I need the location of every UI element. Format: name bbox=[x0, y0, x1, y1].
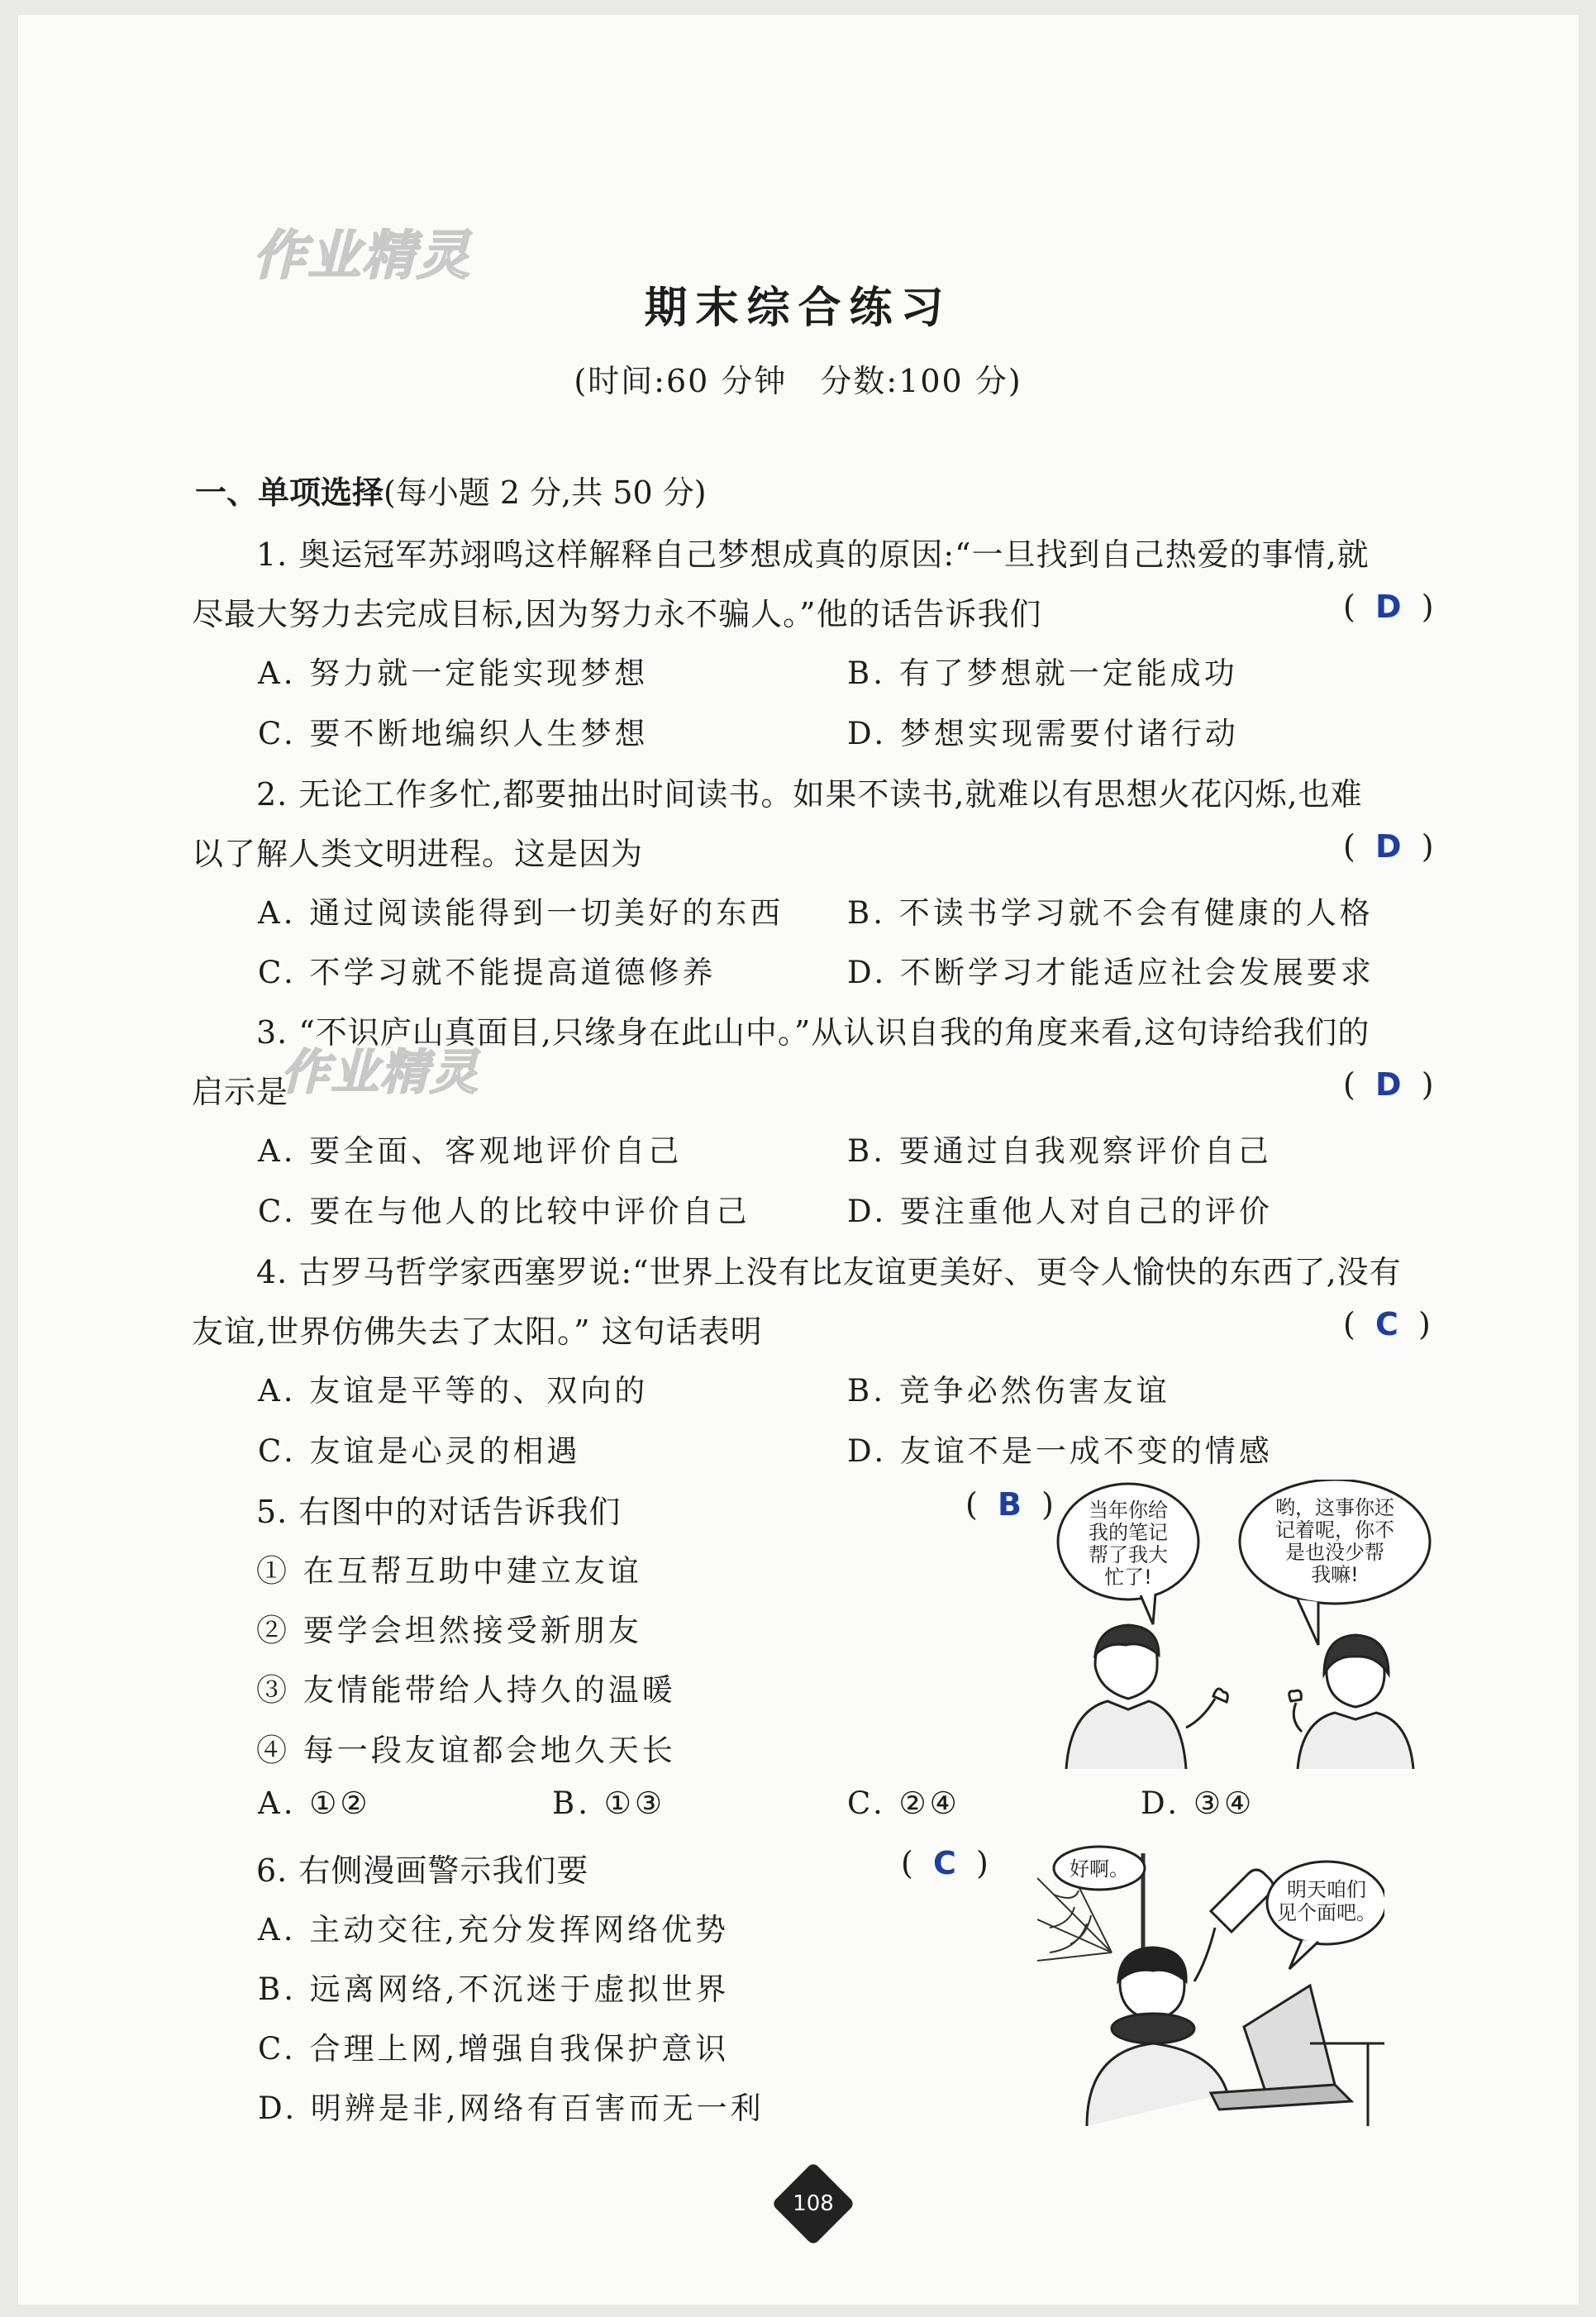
bubble-line: 我嘛! bbox=[1311, 1563, 1359, 1586]
question-5-option-d: D. ③④ bbox=[1141, 1785, 1255, 1821]
girl-figure bbox=[1289, 1635, 1413, 1769]
bubble-line: 我的笔记 bbox=[1089, 1521, 1168, 1544]
question-5-item-3: ③ 友情能带给人持久的温暖 bbox=[256, 1672, 676, 1708]
question-5-item-4: ④ 每一段友谊都会地久天长 bbox=[256, 1733, 676, 1768]
bubble-line: 忙了! bbox=[1104, 1566, 1152, 1589]
bubble-line: 是也没少帮 bbox=[1285, 1541, 1384, 1564]
question-5-answer: ( B ) bbox=[965, 1486, 1054, 1523]
answer-letter: B bbox=[997, 1486, 1022, 1523]
bubble-line: 帮了我大 bbox=[1089, 1543, 1168, 1566]
speech-bubble-left bbox=[1054, 1847, 1145, 1890]
question-1-option-d: D. 梦想实现需要付诸行动 bbox=[847, 716, 1239, 751]
bubble-line: 记着呢，你不 bbox=[1275, 1518, 1394, 1542]
question-3-line-1: 3. “不识庐山真面目,只缘身在此山中。”从认识自我的角度来看,这句诗给我们的 bbox=[256, 1014, 1370, 1051]
watermark: 作业精灵 bbox=[253, 226, 471, 287]
question-1-option-b: B. 有了梦想就一定能成功 bbox=[847, 656, 1238, 691]
question-6-option-c: C. 合理上网,增强自我保护意识 bbox=[258, 2031, 730, 2067]
boy-at-laptop bbox=[1087, 1948, 1384, 2126]
question-2-option-c: C. 不学习就不能提高道德修养 bbox=[258, 955, 717, 990]
question-2-answer: ( D ) bbox=[1343, 828, 1434, 865]
question-5-stem: 5. 右图中的对话告诉我们 bbox=[256, 1494, 622, 1530]
question-5-item-2: ② 要学会坦然接受新朋友 bbox=[256, 1613, 642, 1648]
question-6-option-a: A. 主动交往,充分发挥网络优势 bbox=[258, 1912, 730, 1948]
question-2-line-1: 2. 无论工作多忙,都要抽出时间读书。如果不读书,就难以有思想火花闪烁,也难 bbox=[256, 776, 1363, 813]
question-6-option-d: D. 明辨是非,网络有百害而无一利 bbox=[258, 2091, 765, 2126]
question-3-option-a: A. 要全面、客观地评价自己 bbox=[258, 1133, 683, 1169]
hook-bottle bbox=[1194, 1870, 1274, 1981]
section-title: 一、单项选择 bbox=[195, 474, 384, 511]
page-title: 期末综合练习 bbox=[644, 284, 952, 333]
question-4-line-1: 4. 古罗马哲学家西塞罗说:“世界上没有比友谊更美好、更令人愉快的东西了,没有 bbox=[256, 1254, 1402, 1290]
speech-bubble-right bbox=[1267, 1862, 1384, 1969]
question-3-line-2: 启示是 bbox=[192, 1074, 289, 1110]
question-1-option-a: A. 努力就一定能实现梦想 bbox=[258, 656, 649, 691]
bubble-line: 好啊。 bbox=[1070, 1857, 1129, 1881]
question-3-option-b: B. 要通过自我观察评价自己 bbox=[847, 1133, 1272, 1169]
question-1-line-2: 尽最大努力去完成目标,因为努力永不骗人。”他的话告诉我们 bbox=[192, 596, 1042, 632]
question-2-line-2: 以了解人类文明进程。这是因为 bbox=[192, 836, 644, 872]
question-1-option-c: C. 要不断地编织人生梦想 bbox=[258, 716, 649, 751]
question-1-line-1: 1. 奥运冠军苏翊鸣这样解释自己梦想成真的原因:“一旦找到自己热爱的事情,就 bbox=[256, 536, 1370, 573]
page-number-badge bbox=[771, 2162, 855, 2246]
page-number: 108 bbox=[793, 2191, 834, 2216]
svg-text:好啊。 bbox=[1070, 1857, 1129, 1881]
question-4-option-c: C. 友谊是心灵的相遇 bbox=[258, 1433, 581, 1469]
speech-bubble-right bbox=[1240, 1480, 1430, 1645]
question-5-option-b: B. ①③ bbox=[552, 1785, 666, 1821]
answer-letter: D bbox=[1374, 589, 1402, 625]
question-4-option-b: B. 竞争必然伤害友谊 bbox=[847, 1373, 1170, 1409]
question-5-comic bbox=[1050, 1480, 1446, 1769]
watermark: 作业精灵 bbox=[281, 1044, 480, 1100]
answer-letter: C bbox=[932, 1845, 956, 1881]
section-heading bbox=[195, 467, 707, 513]
question-5-option-c: C. ②④ bbox=[847, 1785, 960, 1821]
question-6-comic bbox=[1037, 1845, 1384, 2126]
question-4-option-d: D. 友谊不是一成不变的情感 bbox=[847, 1433, 1273, 1469]
question-4-line-2: 友谊,世界仿佛失去了太阳。” 这句话表明 bbox=[192, 1313, 763, 1350]
bubble-line: 明天咱们 bbox=[1287, 1878, 1366, 1901]
question-2-option-d: D. 不断学习才能适应社会发展要求 bbox=[847, 955, 1374, 990]
page-subtitle: (时间:60 分钟 分数:100 分) bbox=[574, 363, 1022, 399]
svg-text:明天咱们见个面吧。 bbox=[1277, 1878, 1376, 1924]
speech-bubble-left bbox=[1058, 1484, 1198, 1624]
bubble-line: 见个面吧。 bbox=[1277, 1901, 1376, 1924]
question-6-option-b: B. 远离网络,不沉迷于虚拟世界 bbox=[258, 1971, 730, 2007]
question-2-option-b: B. 不读书学习就不会有健康的人格 bbox=[847, 895, 1374, 931]
question-3-option-c: C. 要在与他人的比较中评价自己 bbox=[258, 1194, 750, 1229]
question-6-stem: 6. 右侧漫画警示我们要 bbox=[256, 1852, 589, 1889]
bubble-line: 哟，这事你还 bbox=[1275, 1496, 1394, 1519]
question-3-option-d: D. 要注重他人对自己的评价 bbox=[847, 1194, 1273, 1229]
question-6-answer: ( C ) bbox=[901, 1845, 989, 1881]
question-3-answer: ( D ) bbox=[1343, 1066, 1434, 1103]
question-2-option-a: A. 通过阅读能得到一切美好的东西 bbox=[258, 895, 784, 931]
question-4-option-a: A. 友谊是平等的、双向的 bbox=[258, 1373, 649, 1409]
question-5-item-1: ① 在互帮互助中建立友谊 bbox=[256, 1553, 642, 1589]
question-1-answer: ( D ) bbox=[1343, 589, 1434, 625]
answer-letter: D bbox=[1374, 1066, 1402, 1103]
boy-figure bbox=[1066, 1625, 1227, 1769]
section-note: (每小题 2 分,共 50 分) bbox=[384, 474, 707, 511]
question-4-answer: ( C ) bbox=[1343, 1306, 1431, 1342]
bubble-line: 当年你给 bbox=[1089, 1499, 1168, 1522]
question-5-option-a: A. ①② bbox=[258, 1785, 371, 1821]
answer-letter: C bbox=[1374, 1306, 1398, 1342]
answer-letter: D bbox=[1374, 828, 1402, 865]
